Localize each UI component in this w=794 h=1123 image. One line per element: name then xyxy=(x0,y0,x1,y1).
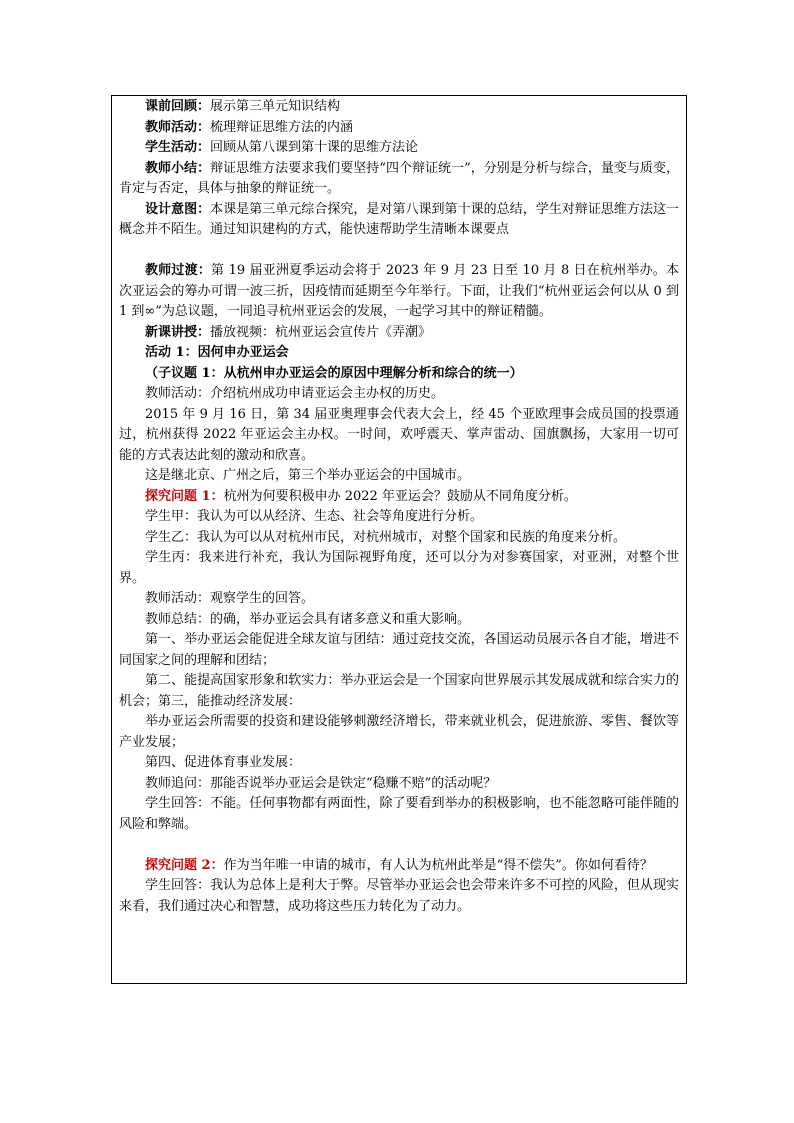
teacher-summary-label: 教师小结： xyxy=(145,160,211,176)
teacher-summary-line xyxy=(119,159,679,200)
paragraph: 这是继北京、广州之后，第三个举办亚运会的中国城市。 xyxy=(145,468,471,483)
review-line xyxy=(119,97,679,118)
paragraph: 教师总结：的确，举办亚运会具有诸多意义和重大影响。 xyxy=(145,611,471,627)
design-intent-line xyxy=(119,200,679,241)
paragraph: 2015 年 9 月 16 日，第 34 届亚奥理事会代表大会上，经 45 个亚欧理事会成员国的投票通过，杭州获得 2022 年亚运会主办权。一时间，欢呼震天、掌声雷动、国旗飘扬，大家用一切可能的方式表达此刻的激动和欣喜。 xyxy=(119,406,679,463)
spacer xyxy=(119,241,679,262)
teacher-activity-label: 教师活动： xyxy=(145,119,211,135)
paragraph: 举办亚运会所需要的投资和建设能够刺激经济增长，带来就业机会，促进旅游、零售、餐饮等产业发展； xyxy=(119,714,679,750)
inquiry-question-1 xyxy=(119,487,679,508)
paragraph: 第一、举办亚运会能促进全球友谊与团结：通过竞技交流，各国运动员展示各自才能，增进不同国家之间的理解和团结； xyxy=(119,632,679,668)
inquiry-question-1-label: 探究问题 1： xyxy=(145,488,224,504)
spacer xyxy=(119,835,679,856)
teacher-transition-label: 教师过渡： xyxy=(145,263,212,278)
teacher-activity-text: 梳理辩证思维方法的内涵 xyxy=(210,119,354,135)
student-activity-label: 学生活动： xyxy=(145,140,211,155)
paragraph: 学生乙：我认为可以从对杭州市民，对杭州城市，对整个国家和民族的角度来分析。 xyxy=(145,529,627,545)
inquiry-question-1-text: 杭州为何要积极申办 2022 年亚运会？鼓励从不同角度分析。 xyxy=(223,488,577,504)
inquiry-question-2 xyxy=(119,856,679,877)
teacher-summary-text: 辩证思维方法要求我们要坚持“四个辩证统一”，分别是分析与综合，量变与质变，肯定与否定，具体与抽象的辩证统一。 xyxy=(119,160,679,196)
new-lesson-text: 播放视频：杭州亚运会宣传片《弄潮》 xyxy=(210,324,432,340)
paragraph: 学生甲：我认为可以从经济、生态、社会等角度进行分析。 xyxy=(145,509,484,524)
paragraph: 教师活动：介绍杭州成功申请亚运会主办权的历史。 xyxy=(145,386,445,401)
review-label: 课前回顾： xyxy=(145,99,211,114)
paragraph: 教师活动：观察学生的回答。 xyxy=(145,591,315,606)
teacher-transition-line xyxy=(119,261,679,323)
inquiry-question-2-text: 作为当年唯一申请的城市，有人认为杭州此举是“得不偿失”。你如何看待？ xyxy=(223,857,653,873)
student-activity-line xyxy=(119,138,679,159)
design-intent-label: 设计意图： xyxy=(145,201,211,217)
paragraph: 学生回答：我认为总体上是利大于弊。尽管举办亚运会也会带来许多不可控的风险，但从现实来看，我们通过决心和智慧，成功将这些压力转化为了动力。 xyxy=(119,878,679,914)
sub-topic-1: （子议题 1：从杭州申办亚运会的原因中理解分析和综合的统一） xyxy=(145,365,523,381)
new-lesson-line xyxy=(119,323,679,344)
paragraph: 教师追问：那能否说举办亚运会是铁定“稳赚不赔”的活动呢？ xyxy=(145,775,497,791)
teacher-activity-line xyxy=(119,118,679,139)
paragraph: 第二、能提高国家形象和软实力：举办亚运会是一个国家向世界展示其发展成就和综合实力的机会；第三，能推动经济发展： xyxy=(119,673,679,709)
design-intent-text: 本课是第三单元综合探究，是对第八课到第十课的总结，学生对辩证思维方法这一概念并不陌生。通过知识建构的方式，能快速帮助学生清晰本课要点 xyxy=(119,201,679,237)
activity-1-heading: 活动 1：因何申办亚运会 xyxy=(145,345,289,360)
lesson-content xyxy=(119,97,679,917)
paragraph: 学生丙：我来进行补充，我认为国际视野角度，还可以分为对参赛国家，对亚洲，对整个世界。 xyxy=(119,550,679,586)
paragraph: 学生回答：不能。任何事物都有两面性，除了要看到举办的积极影响，也不能忽略可能伴随的风险和弊端。 xyxy=(119,796,679,832)
teacher-transition-text: 第 19 届亚洲夏季运动会将于 2023 年 9 月 23 日至 10 月 8 日在杭州举办。本次亚运会的筹办可谓一波三折，因疫情而延期至今年举行。下面，让我们“杭州亚运会何以从 0 到 1 到∞”为总议题，一同追寻杭州亚运会的发展，一起学习其中的辩证精髓。 xyxy=(119,263,679,319)
paragraph: 第四、促进体育事业发展： xyxy=(145,755,302,770)
review-text: 展示第三单元知识结构 xyxy=(210,99,341,114)
student-activity-text: 回顾从第八课到第十课的思维方法论 xyxy=(210,140,419,155)
new-lesson-label: 新课讲授： xyxy=(145,324,211,340)
inquiry-question-2-label: 探究问题 2： xyxy=(145,857,224,873)
